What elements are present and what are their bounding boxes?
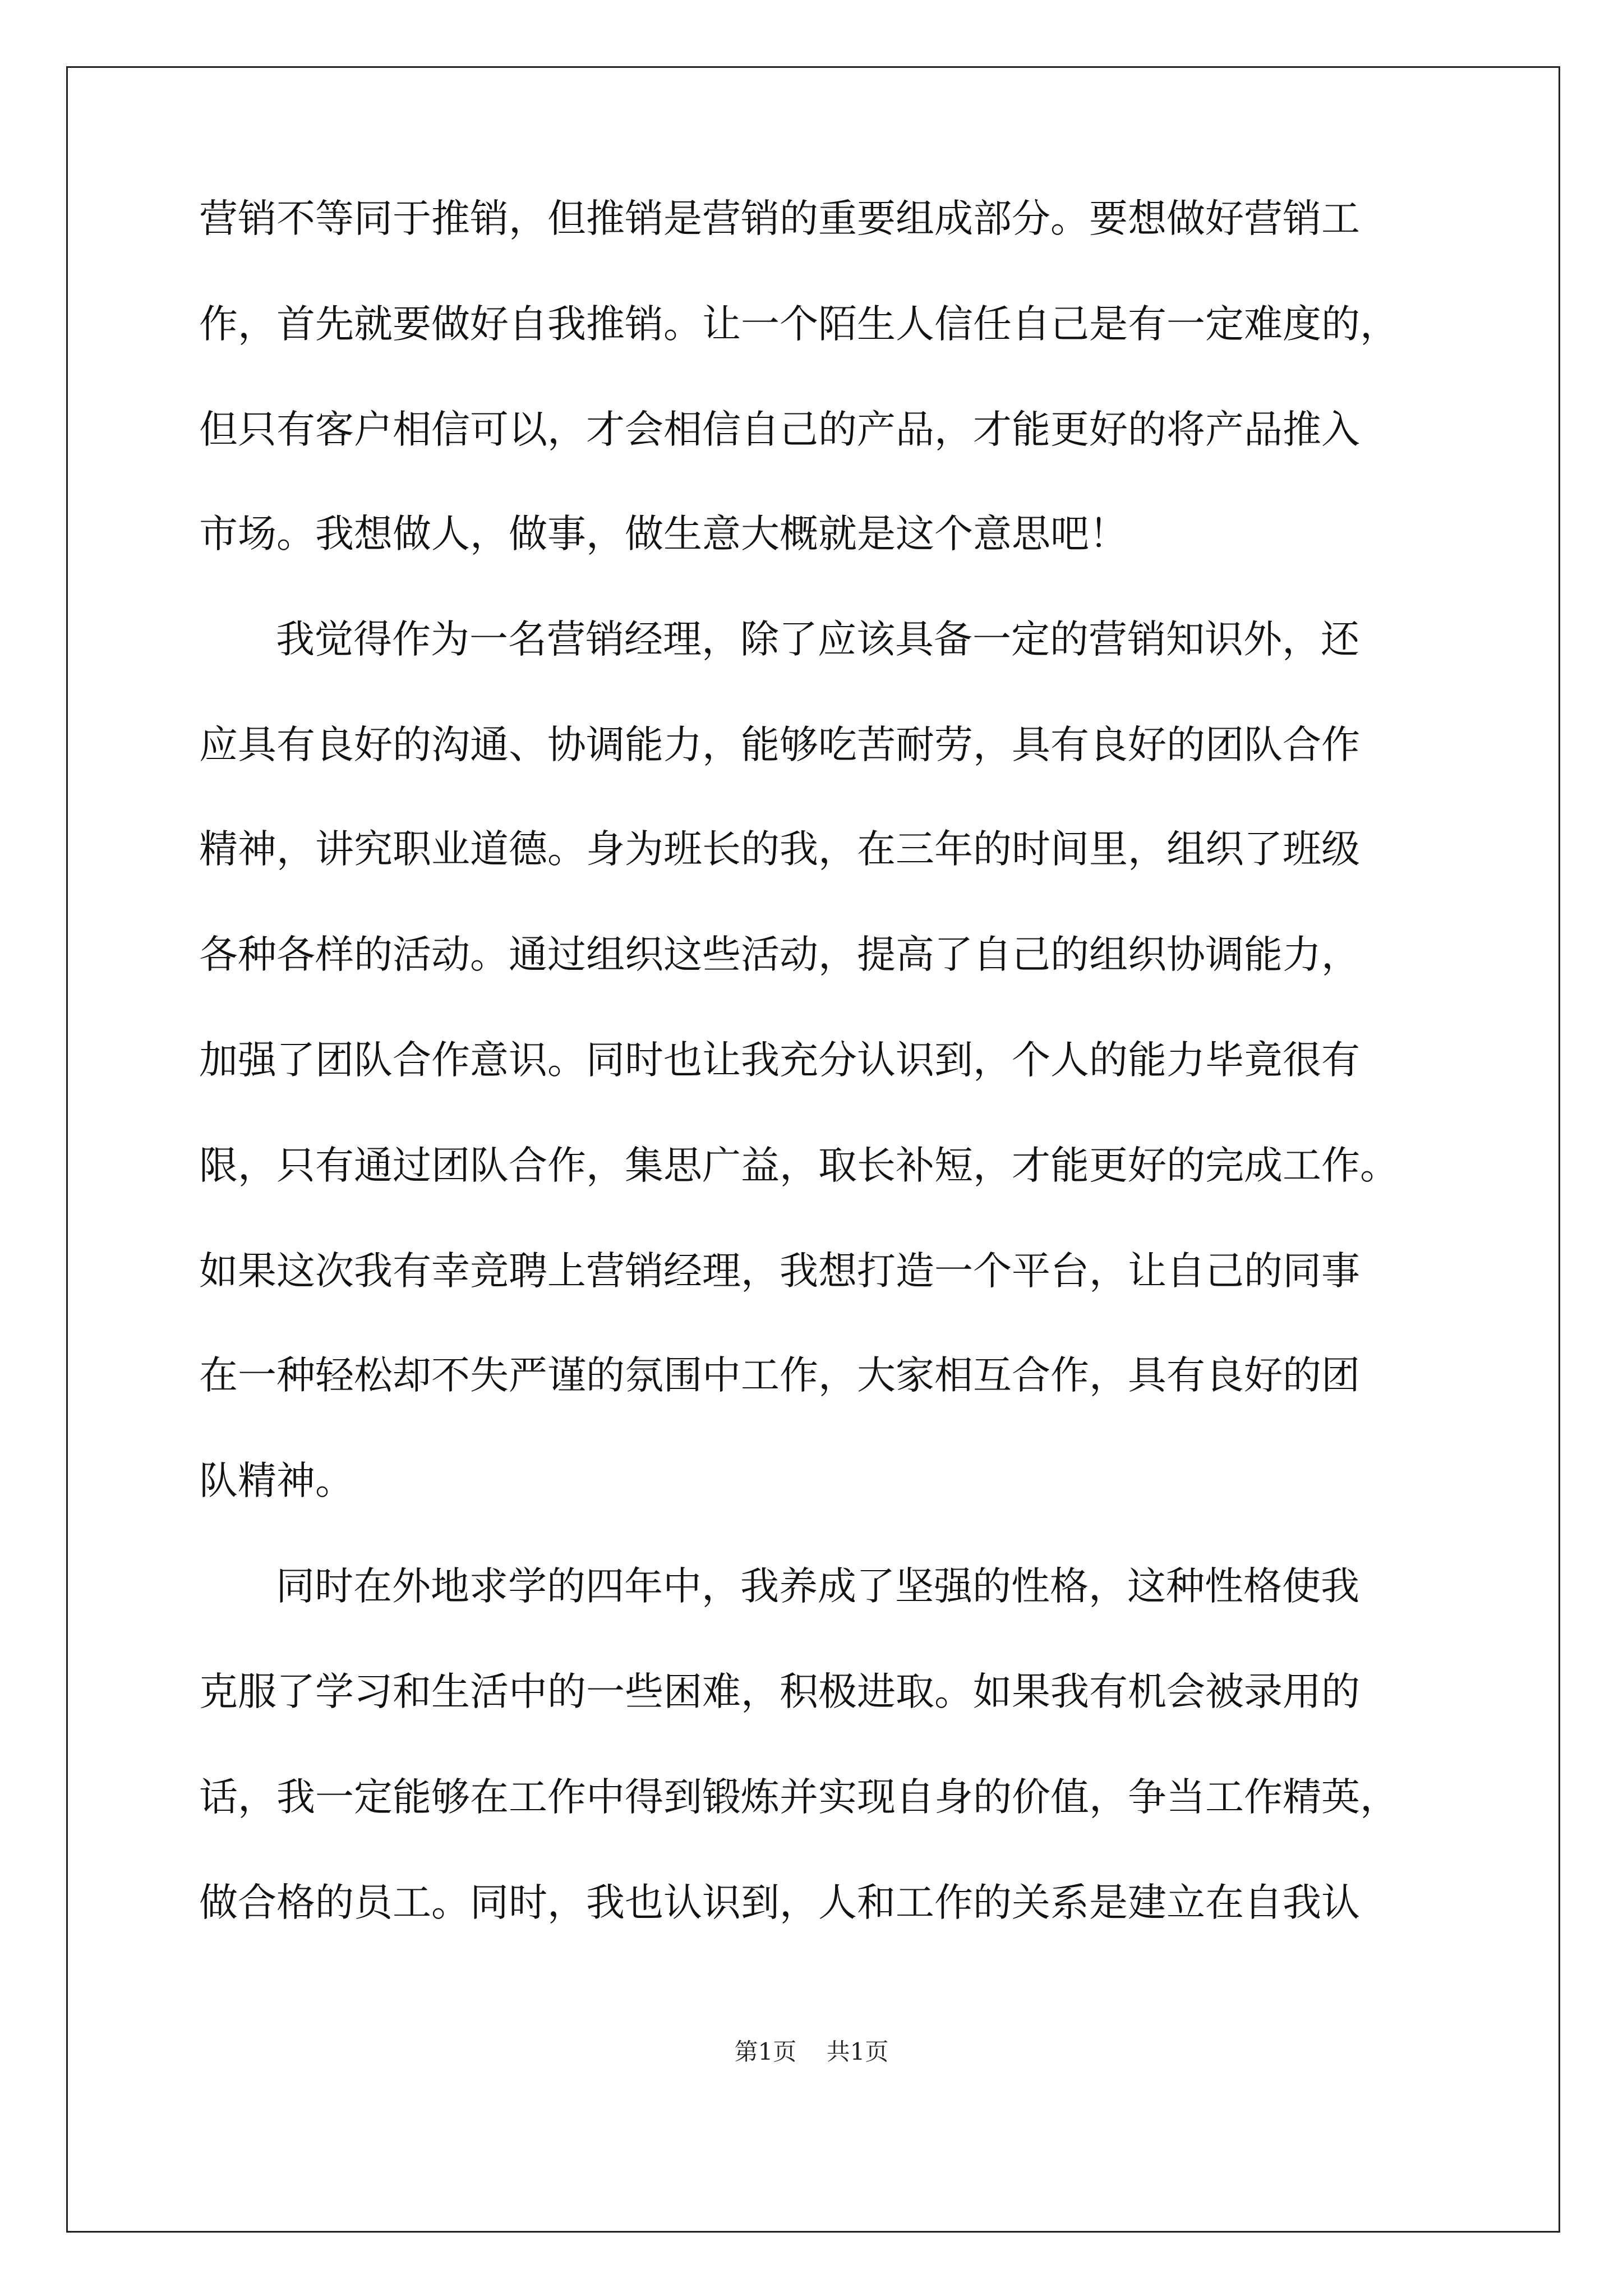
text-line-10: 限，只有通过团队合作，集思广益，取长补短，才能更好的完成工作。	[199, 1143, 1399, 1188]
text-line-2: 作，首先就要做好自我推销。让一个陌生人信任自己是有一定难度的，	[199, 302, 1399, 347]
page-total: 共1页	[826, 2038, 889, 2065]
text-line-5: 我觉得作为一名营销经理，除了应该具备一定的营销知识外，还	[276, 617, 1359, 662]
text-line-1: 营销不等同于推销，但推销是营销的重要组成部分。要想做好营销工	[199, 196, 1360, 241]
text-line-15: 克服了学习和生活中的一些困难，积极进取。如果我有机会被录用的	[199, 1669, 1360, 1714]
text-line-4: 市场。我想做人，做事，做生意大概就是这个意思吧！	[199, 512, 1128, 556]
page-number: 第1页	[734, 2038, 797, 2065]
text-line-9: 加强了团队合作意识。同时也让我充分认识到，个人的能力毕竟很有	[199, 1038, 1360, 1083]
text-line-12: 在一种轻松却不失严谨的氛围中工作，大家相互合作，具有良好的团	[199, 1353, 1360, 1398]
text-line-8: 各种各样的活动。通过组织这些活动，提高了自己的组织协调能力，	[199, 932, 1360, 977]
text-line-11: 如果这次我有幸竞聘上营销经理，我想打造一个平台，让自己的同事	[199, 1249, 1360, 1294]
page-footer	[0, 2035, 1623, 2069]
text-line-16: 话，我一定能够在工作中得到锻炼并实现自身的价值，争当工作精英，	[199, 1775, 1399, 1820]
text-line-7: 精神，讲究职业道德。身为班长的我，在三年的时间里，组织了班级	[199, 827, 1360, 872]
text-line-13: 队精神。	[199, 1458, 354, 1503]
text-line-3: 但只有客户相信可以，才会相信自己的产品，才能更好的将产品推入	[199, 407, 1360, 452]
text-line-14: 同时在外地求学的四年中，我养成了坚强的性格，这种性格使我	[276, 1564, 1359, 1609]
text-line-6: 应具有良好的沟通、协调能力，能够吃苦耐劳，具有良好的团队合作	[199, 723, 1360, 767]
text-line-17: 做合格的员工。同时，我也认识到，人和工作的关系是建立在自我认	[199, 1880, 1360, 1925]
